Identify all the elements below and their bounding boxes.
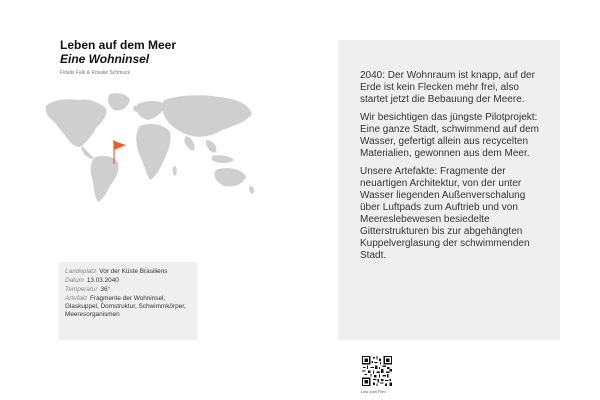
location-row bbox=[65, 268, 191, 276]
temperature-row bbox=[65, 286, 191, 294]
temperature-value: 36° bbox=[100, 286, 111, 293]
artifact-label: Artefakt bbox=[65, 295, 88, 302]
panel-text bbox=[360, 70, 540, 268]
qr-code-icon[interactable] bbox=[362, 356, 392, 386]
date-label: Datum bbox=[65, 277, 84, 284]
paragraph-artifacts: Unsere Artefakte: Fragmente der neuartigen Architektur, von der unter Wasser liegenden Außenverschalung über Luftpads zum Auftrieb und von Meereslebewesen besiedelte Gitterstrukturen bis zur abgehängten Kuppelverglasung der schwimmenden Stadt. bbox=[360, 166, 530, 261]
paragraph-project: Wir besichtigen das jüngste Pilotprojekt: Eine ganze Stadt, schwimmend auf dem Wasser, gefertigt allein aus recycelten Materialien, gewonnen aus dem Meer. bbox=[360, 112, 539, 159]
paragraph-intro: 2040: Der Wohnraum ist knapp, auf der Erde ist kein Flecken mehr frei, also startet jetzt die Bebauung der Meere. bbox=[360, 70, 535, 105]
page-title: Leben auf dem Meer bbox=[60, 38, 177, 52]
landmass bbox=[46, 93, 255, 202]
qr-caption: Link zum Film bbox=[361, 389, 386, 394]
info-box bbox=[59, 262, 197, 340]
artifact-value: Fragmente der Wohninsel, Glaskuppel, Domstruktur, Schwimmkörper, Meeresorganismen bbox=[65, 295, 186, 318]
page-subtitle: Eine Wohninsel bbox=[60, 52, 150, 66]
date-value: 13.03.2040 bbox=[86, 277, 119, 284]
date-row bbox=[65, 277, 191, 285]
artifact-row bbox=[65, 295, 191, 319]
world-map bbox=[36, 88, 262, 206]
temperature-label: Temperatur bbox=[65, 286, 98, 293]
location-value: Vor der Küste Brasiliens bbox=[99, 268, 168, 275]
authors-line: Fidelis Falk & Rosalie Schmuck bbox=[60, 70, 131, 76]
location-label: Landeplatz bbox=[65, 268, 97, 275]
